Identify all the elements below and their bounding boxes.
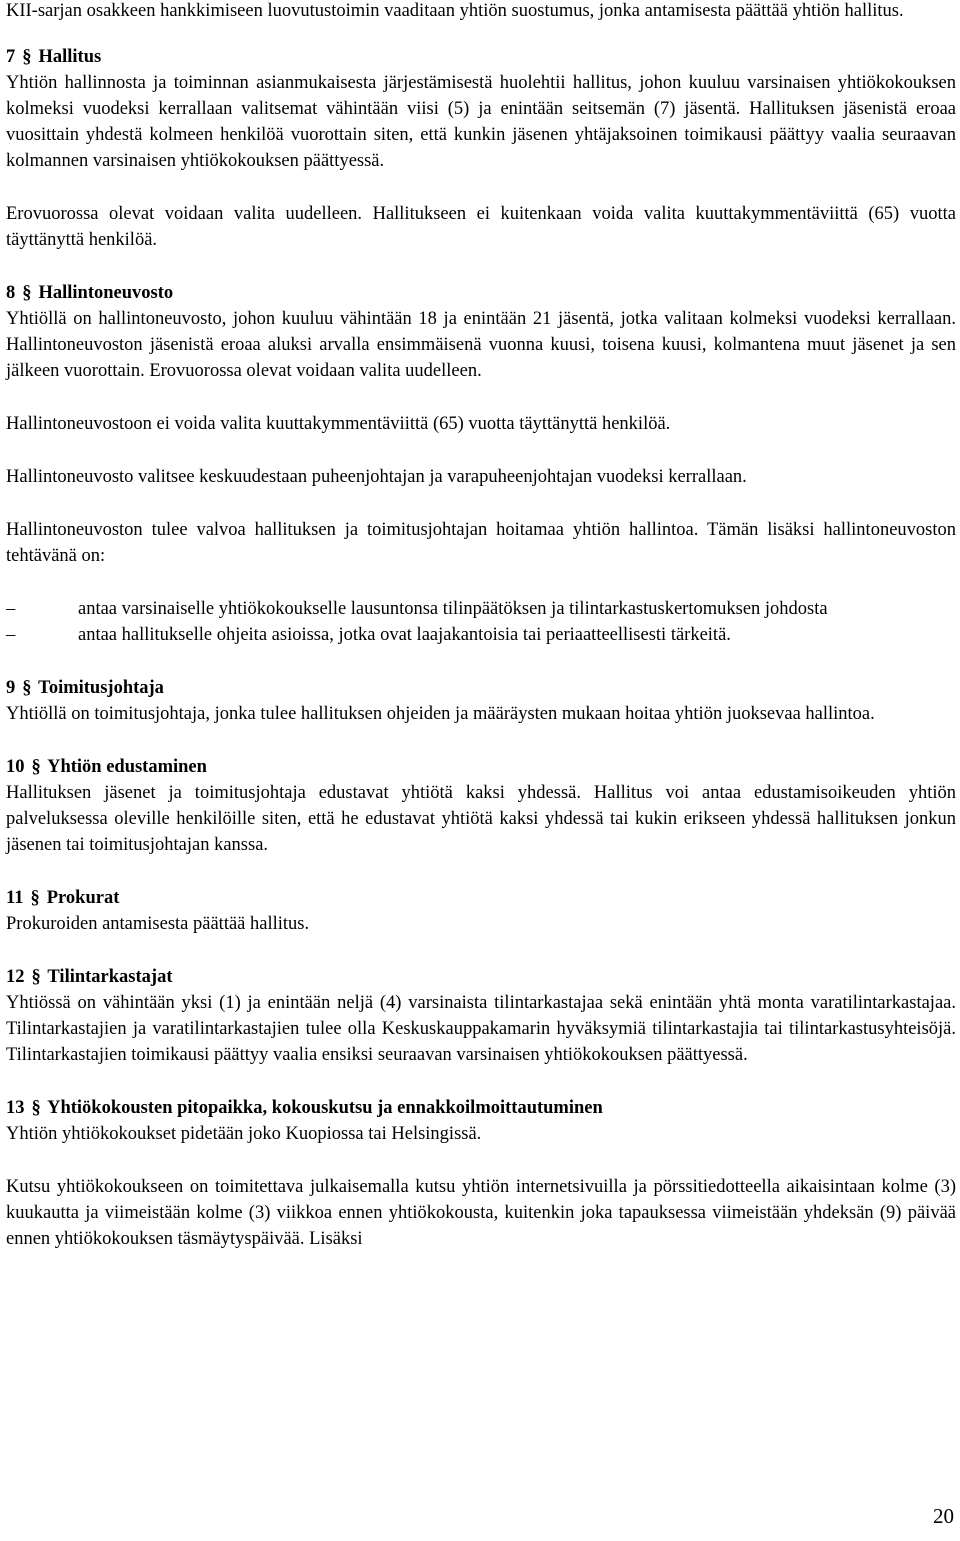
- section-9-title: Toimitusjohtaja: [38, 678, 164, 698]
- section-7-heading: 7 § Hallitus: [6, 44, 956, 70]
- section-sign: §: [31, 757, 41, 777]
- section-sign: §: [30, 888, 40, 908]
- dash-bullet-icon: –: [6, 599, 16, 619]
- section-9-heading: 9 § Toimitusjohtaja: [6, 675, 956, 701]
- section-11-heading: 11 § Prokurat: [6, 885, 956, 911]
- section-8-paragraph: Hallintoneuvoston tulee valvoa hallituksen ja toimitusjohtajan hoitamaa yhtiön hallintoa. Tämän lisäksi hallintoneuvoston tehtävänä on:: [6, 520, 956, 566]
- section-7-paragraph: Yhtiön hallinnosta ja toiminnan asianmukaisesta järjestämisestä huolehtii hallitus, johon kuuluu varsinaisen yhtiökokouksen kolmeksi vuodeksi kerrallaan valitsemat vähintään viisi (5) ja enintään seitsemän (7) jäsentä. Hallituksen jäsenistä eroaa vuosittain yhdestä kolmeen henkilöä vuorottain siten, että kunkin jäsenen yhtäjaksoinen toimikausi päättyy vaalia seuraavan kolmannen varsinaisen yhtiökokouksen päättyessä.: [6, 73, 956, 171]
- section-13-paragraph: Kutsu yhtiökokoukseen on toimitettava julkaisemalla kutsu yhtiön internetsivuilla ja pörssitiedotteella aikaisintaan kolme (3) kuukautta ja viimeistään kolme (3) viikkoa ennen yhtiökokousta, kuitenkin joka tapauksessa viimeistään yhdeksän (9) päivää ennen yhtiökokouksen täsmäytyspäivää. Lisäksi: [6, 1177, 956, 1249]
- section-13-heading: 13 § Yhtiökokousten pitopaikka, kokouskutsu ja ennakkoilmoittautuminen: [6, 1095, 956, 1121]
- section-13-title: Yhtiökokousten pitopaikka, kokouskutsu ja ennakkoilmoittautuminen: [47, 1098, 603, 1118]
- section-sign: §: [31, 1098, 41, 1118]
- section-sign: §: [31, 967, 41, 987]
- section-8-title: Hallintoneuvosto: [38, 283, 174, 303]
- section-11-paragraph: Prokuroiden antamisesta päättää hallitus.: [6, 914, 310, 934]
- section-10-title: Yhtiön edustaminen: [47, 757, 207, 777]
- section-7-title: Hallitus: [38, 47, 102, 67]
- section-7-paragraph: Erovuorossa olevat voidaan valita uudelleen. Hallitukseen ei kuitenkaan voida valita kuuttakymmentäviittä (65) vuotta täyttänyttä henkilöä.: [6, 204, 956, 250]
- section-sign: §: [22, 283, 32, 303]
- intro-paragraph: KII-sarjan osakkeen hankkimiseen luovutustoimin vaaditaan yhtiön suostumus, jonka antamisesta päättää yhtiön hallitus.: [6, 1, 904, 21]
- section-13-paragraph: Yhtiön yhtiökokoukset pidetään joko Kuopiossa tai Helsingissä.: [6, 1124, 482, 1144]
- section-9-paragraph: Yhtiöllä on toimitusjohtaja, jonka tulee hallituksen ohjeiden ja määräysten mukaan hoitaa yhtiön juoksevaa hallintoa.: [6, 704, 875, 724]
- section-8-paragraph: Hallintoneuvostoon ei voida valita kuuttakymmentäviittä (65) vuotta täyttänyttä henkilöä.: [6, 414, 671, 434]
- section-8-paragraph: Hallintoneuvosto valitsee keskuudestaan puheenjohtajan ja varapuheenjohtajan vuodeksi kerrallaan.: [6, 467, 747, 487]
- section-12-title: Tilintarkastajat: [47, 967, 173, 987]
- document-page: [6, 0, 956, 1252]
- section-11-title: Prokurat: [46, 888, 120, 908]
- list-item: – antaa varsinaiselle yhtiökokoukselle lausuntonsa tilinpäätöksen ja tilintarkastuskertomuksen johdosta: [6, 596, 956, 622]
- section-sign: §: [22, 678, 32, 698]
- list-item: – antaa hallitukselle ohjeita asioissa, jotka ovat laajakantoisia tai periaatteellisesti tärkeitä.: [6, 622, 956, 648]
- section-8-paragraph: Yhtiöllä on hallintoneuvosto, johon kuuluu vähintään 18 ja enintään 21 jäsentä, jotka valitaan kolmeksi vuodeksi kerrallaan. Hallintoneuvoston jäsenistä eroaa aluksi arvalla ensimmäisenä vuonna kuusi, toisena kuusi, kolmantena muut jäsenet ja sen jälkeen vuorottain. Erovuorossa olevat voidaan valita uudelleen.: [6, 309, 956, 381]
- section-sign: §: [22, 47, 32, 67]
- duties-list: [6, 596, 956, 648]
- section-8-heading: 8 § Hallintoneuvosto: [6, 280, 956, 306]
- section-10-paragraph: Hallituksen jäsenet ja toimitusjohtaja edustavat yhtiötä kaksi yhdessä. Hallitus voi antaa edustamisoikeuden yhtiön palveluksessa oleville henkilöille siten, että he edustavat yhtiötä kaksi yhdessä tai kukin erikseen yhdessä hallituksen jonkun jäsenen tai toimitusjohtajan kanssa.: [6, 783, 956, 855]
- page-number: 20: [933, 1504, 954, 1528]
- dash-bullet-icon: –: [6, 625, 16, 645]
- section-10-heading: 10 § Yhtiön edustaminen: [6, 754, 956, 780]
- section-12-heading: 12 § Tilintarkastajat: [6, 964, 956, 990]
- section-12-paragraph: Yhtiössä on vähintään yksi (1) ja enintään neljä (4) varsinaista tilintarkastajaa sekä enintään yhtä monta varatilintarkastajaa. Tilintarkastajien ja varatilintarkastajien tulee olla Keskuskauppakamarin hyväksymiä tilintarkastajia tai tilintarkastusyhteisöjä. Tilintarkastajien toimikausi päättyy vaalia ensiksi seuraavan varsinaisen yhtiökokouksen päättyessä.: [6, 993, 956, 1065]
